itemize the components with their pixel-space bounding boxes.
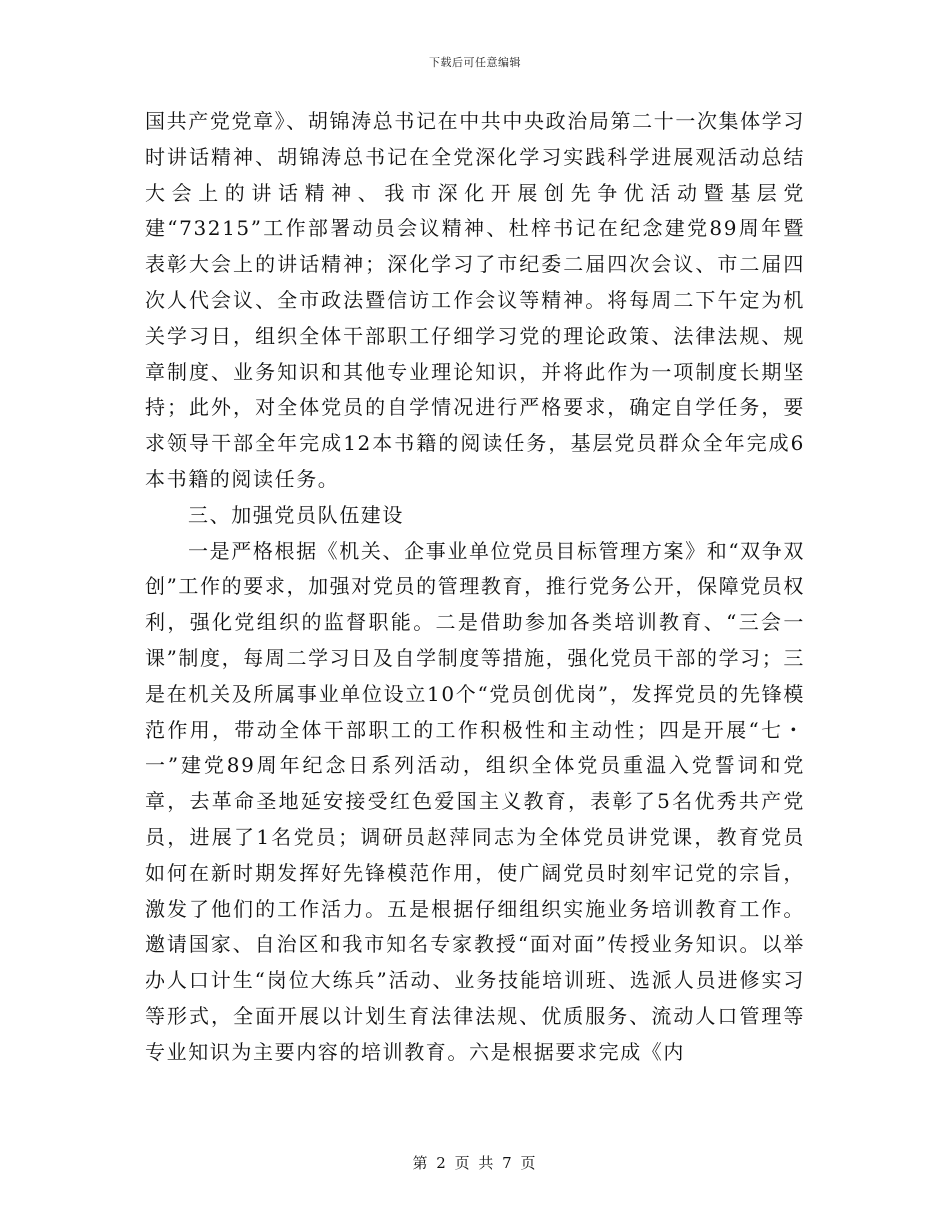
paragraph-study-continuation: 国共产党党章》、胡锦涛总书记在中共中央政治局第二十一次集体学习时讲话精神、胡锦涛总书记在全党深化学习实践科学进展观活动总结大会上的讲话精神、我市深化开展创先争优活动暨基层党建“73215”工作部署动员会议精神、杜梓书记在纪念建党89周年暨表彰大会上的讲话精神；深化学习了市纪委二届四次会议、市二届四次人代会议、全市政法暨信访工作会议等精神。将每周二下午定为机关学习日，组织全体干部职工仔细学习党的理论政策、法律法规、规章制度、业务知识和其他专业理论知识，并将此作为一项制度长期坚持；此外，对全体党员的自学情况进行严格要求，确定自学任务，要求领导干部全年完成12本书籍的阅读任务，基层党员群众全年完成6本书籍的阅读任务。 <box>145 109 805 491</box>
paragraph-party-member-management: 一是严格根据《机关、企事业单位党员目标管理方案》和“双争双创”工作的要求，加强对党员的管理教育，推行党务公开，保障党员权利，强化党组织的监督职能。二是借助参加各类培训教育、“三会一课”制度，每周二学习日及自学制度等措施，强化党员干部的学习；三是在机关及所属事业单位设立10个“党员创优岗”，发挥党员的先锋模范作用，带动全体干部职工的工作积极性和主动性；四是开展“七・一”建党89周年纪念日系列活动，组织全体党员重温入党誓词和党章，去革命圣地延安接受红色爱国主义教育，表彰了5名优秀共产党员，进展了1名党员；调研员赵萍同志为全体党员讲党课，教育党员如何在新时期发挥好先锋模范作用，使广阔党员时刻牢记党的宗旨，激发了他们的工作活力。五是根据仔细组织实施业务培训教育工作。邀请国家、自治区和我市知名专家教授“面对面”传授业务知识。以举办人口计生“岗位大练兵”活动、业务技能培训班、选派人员进修实习等形式，全面开展以计划生育法律法规、优质服务、流动人口管理等专业知识为主要内容的培训教育。六是根据要求完成《内 <box>145 538 805 1064</box>
page-header: 下载后可任意编辑 <box>429 56 521 69</box>
document-body <box>145 104 805 1071</box>
page-number: 第 2 页 共 7 页 <box>412 1154 538 1172</box>
section-heading-party-building: 三、加强党员队伍建设 <box>188 502 404 527</box>
